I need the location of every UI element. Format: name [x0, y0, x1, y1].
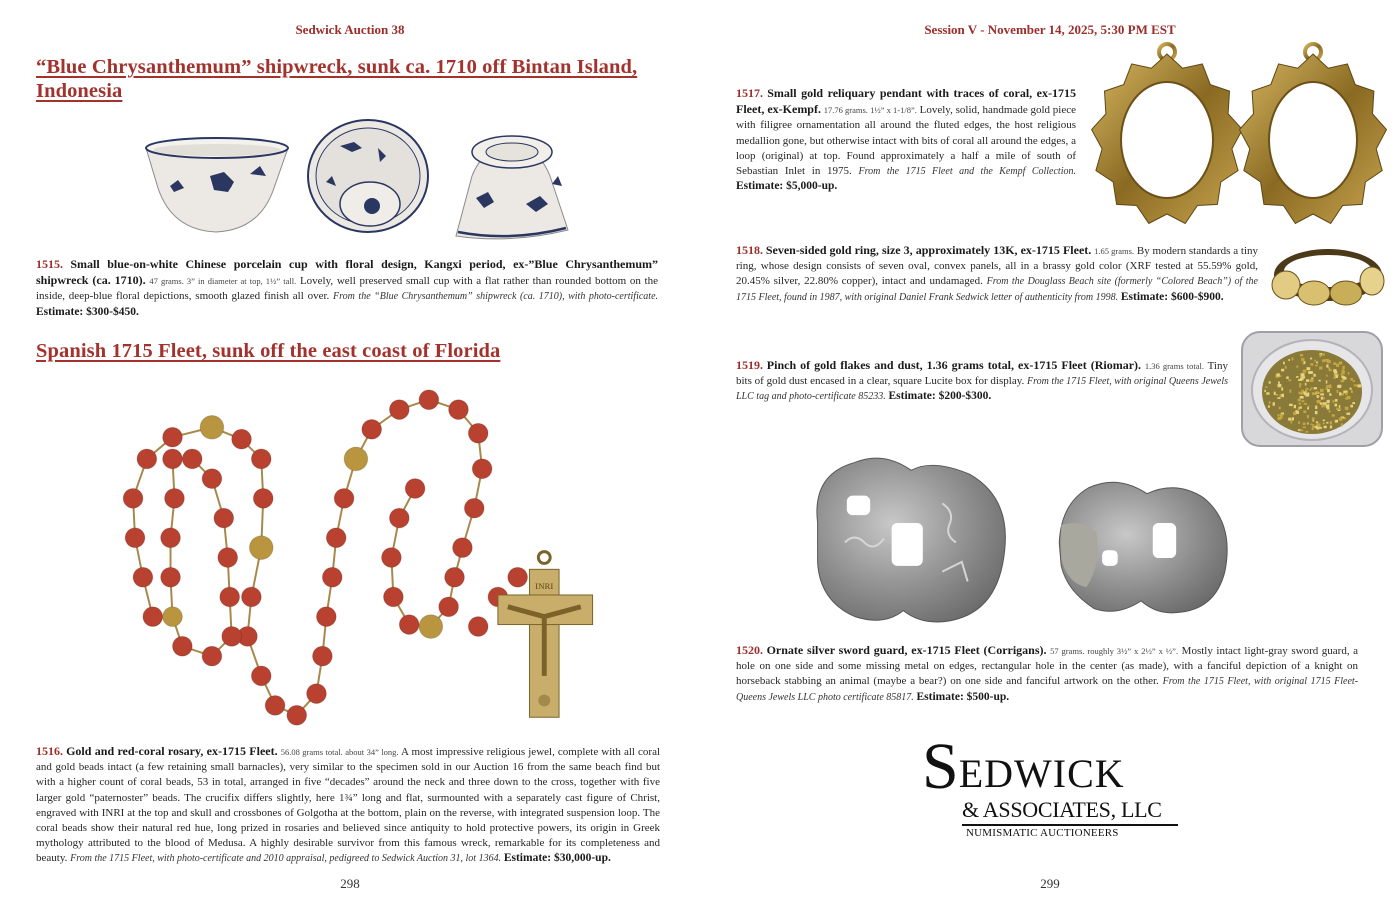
coral-bead [137, 449, 157, 469]
lot-measurements: 47 grams. 3” in diameter at top, 1½” tall. [149, 276, 297, 287]
running-head: Session V - November 14, 2025, 5:30 PM EST [924, 22, 1176, 37]
lot-description: Mostly intact light-gray sword guard, a hole on one side and some missing metal on edges, rectangular hole in the center (as made), with a fanciful depiction of a knight on horseback stabbing an animal (maybe a bear?) on one side and fanciful artwork on the other. [736, 645, 1359, 688]
coral-bead [123, 488, 143, 508]
coral-bead [251, 449, 271, 469]
lot-1515 [36, 257, 658, 320]
lot-1518 [736, 243, 1258, 305]
rosary-chain [133, 400, 482, 716]
lot-title: Pinch of gold flakes and dust, 1.36 grams total, ex-1715 Fleet (Riomar). [766, 358, 1142, 372]
coral-bead [202, 469, 222, 489]
rosary-image [60, 380, 640, 735]
lot-estimate: Estimate: $300-$450. [36, 305, 139, 318]
gold-bead [344, 447, 368, 471]
lot-provenance: From the 1715 Fleet, with original 1715 Fleet-Queens Jewels LLC photo certificate 85817. [736, 676, 1359, 703]
lot-number: 1518. [736, 243, 763, 257]
lot-number: 1519. [736, 358, 763, 372]
lot-estimate: Estimate: $600-$900. [1120, 290, 1224, 303]
lot-1517 [736, 86, 1076, 194]
coral-bead [165, 488, 185, 508]
lot-measurements: 1.36 grams total. [1144, 361, 1205, 371]
coral-bead [202, 646, 222, 666]
lot-description: A most impressive religious jewel, complete with all coral and gold beads intact (a few retaining small barnacles), very similar to the specimen sold in our Auction 16 from the same beach find but with a higher count of coral beads, 53 in total, arranged in five “decades” around the neck and three down to the cross, together with five larger gold “paternoster” beads. The crucifix differs slightly, here 1¾” long and flat, surmounted with a separately cast figure of Christ, engraved with INRI at the top and skull and crossbones of Golgotha at the bottom, plain on the reverse, with integrated suspension loop. The coral beads show their natural red hue, long prized in rosaries and believed since antiquity to hold protective powers, its origin in Greek mythology attributed to the blood of Medusa. A highly desirable survivor from this famous wreck, remarkable for its completeness and beauty. [36, 746, 661, 865]
lot-measurements: 17.76 grams. 1½” x 1-1/8”. [823, 105, 917, 116]
cup-side-view [146, 138, 288, 232]
coral-bead [382, 548, 402, 568]
coral-bead [265, 696, 285, 716]
logo-name: EDWICK [958, 751, 1125, 796]
lot-title: Gold and red-coral rosary, ex-1715 Fleet. [66, 744, 278, 758]
logo-initial: S [922, 730, 959, 803]
coral-bead [453, 538, 473, 558]
coral-bead [439, 597, 459, 617]
lot-provenance: From the 1715 Fleet, with original Queens Jewels LLC tag and photo-certificate 85233. [736, 376, 1229, 403]
logo-tagline: NUMISMATIC AUCTIONEERS [966, 827, 1119, 839]
coral-bead [253, 488, 273, 508]
coral-bead [163, 449, 183, 469]
gold-bead [249, 536, 273, 560]
lot-title: Small blue-on-white Chinese porcelain cup with floral design, Kangxi period, ex-”Blue Chrysanthemum” shipwreck (ca. 1710). [36, 257, 659, 288]
coral-bead [316, 607, 336, 627]
lot-number: 1517. [736, 86, 763, 100]
coral-bead [389, 400, 409, 420]
coral-bead [182, 449, 202, 469]
coral-bead [251, 666, 271, 686]
coral-bead [322, 567, 342, 587]
gold-dust-box-image [1238, 328, 1386, 450]
sedwick-logo [922, 730, 1184, 839]
gold-bead [419, 615, 443, 639]
crucifix-inscription: INRI [535, 581, 554, 592]
coral-bead [468, 423, 488, 443]
coral-bead [232, 429, 252, 449]
lot-number: 1515. [36, 257, 63, 271]
coral-bead [173, 636, 193, 656]
lot-description: Lovely, solid, handmade gold piece with filigree ornamentation all around the fluted edges, the host religious medallion gone, but otherwise intact with bits of coral all around the edges, a loop (original) at top. Found approximately a half a mile of south of Sebastian Inlet in 1975. [736, 104, 1077, 178]
coral-bead [125, 528, 145, 548]
coral-bead [133, 567, 153, 587]
lot-measurements: 1.65 grams. [1094, 246, 1135, 256]
logo-associates: & ASSOCIATES, LLC [962, 797, 1162, 822]
lot-estimate: Estimate: $30,000-up. [503, 852, 611, 865]
coral-bead [419, 390, 439, 410]
lot-1520 [736, 643, 1358, 705]
coral-bead [399, 615, 419, 635]
lot-provenance: From the “Blue Chrysanthemum” shipwreck (ca. 1710), with photo-certificate. [333, 291, 659, 303]
coral-bead [214, 508, 234, 528]
coral-bead [307, 684, 327, 704]
lot-title: Seven-sided gold ring, size 3, approximately 13K, ex-1715 Fleet. [765, 243, 1092, 257]
gold-ring-image [1268, 243, 1388, 308]
coral-bead [220, 587, 240, 607]
lot-estimate: Estimate: $200-$300. [888, 390, 992, 403]
lot-description: Lovely, well preserved small cup with a flat rather than rounded bottom on the inside, deep-blue floral depictions, smooth glazed finish all over. [36, 275, 658, 303]
lot-provenance: From the Douglass Beach site (formerly “Colored Beach”) of the 1715 Fleet, found in 1987, with original Daniel Frank Sedwick letter of authenticity from 1998. [736, 276, 1258, 303]
pendant-back [1240, 44, 1387, 224]
reliquary-pendant-image [1085, 40, 1395, 225]
lot-number: 1516. [36, 744, 63, 758]
coral-bead [163, 427, 183, 447]
lot-provenance: From the 1715 Fleet and the Kempf Collection. [858, 166, 1076, 178]
gold-bead [163, 607, 183, 627]
coral-bead [389, 508, 409, 528]
coral-bead [242, 587, 262, 607]
coral-bead [313, 646, 333, 666]
sword-guard-image [800, 445, 1260, 635]
lot-measurements: 56.08 grams total. about 34” long. [280, 747, 399, 757]
coral-bead [287, 705, 307, 725]
lot-description: Tiny bits of gold dust encased in a clear, square Lucite box for display. [736, 360, 1228, 388]
lot-1519 [736, 358, 1228, 405]
lot-1516 [36, 744, 660, 867]
lot-title: Ornate silver sword guard, ex-1715 Fleet (Corrigans). [766, 643, 1047, 657]
gold-bead [200, 416, 224, 440]
cup-bottom-view [456, 136, 568, 239]
pendant-front [1092, 44, 1243, 224]
logo-top-line [922, 730, 1125, 803]
lot-number: 1520. [736, 643, 763, 657]
coral-bead [464, 498, 484, 518]
porcelain-cups-image [140, 118, 580, 243]
coral-bead [405, 479, 425, 499]
coral-bead [362, 419, 382, 439]
coral-bead [326, 528, 346, 548]
section-title-blue-chrysanthemum: “Blue Chrysanthemum” shipwreck, sunk ca. 1710 off Bintan Island, Indonesia [36, 56, 638, 103]
lot-provenance: From the 1715 Fleet, with photo-certificate and 2010 appraisal, pedigreed to Sedwick Auction 31, lot 1364. [70, 853, 502, 865]
lot-measurements: 57 grams. roughly 3½” x 2½” x ½”. [1050, 646, 1179, 656]
page-number: 298 [340, 876, 360, 891]
coral-bead [161, 567, 181, 587]
running-head: Sedwick Auction 38 [295, 22, 405, 37]
coral-bead [472, 459, 492, 479]
coral-bead [143, 607, 163, 627]
coral-bead [334, 488, 354, 508]
lot-description: By modern standards a tiny ring, whose design consists of seven oval, convex panels, all in a brassy gold color (XRF tested at 55.59% gold, 20.45% silver, 22.80% copper), intact and undamaged. [736, 245, 1259, 288]
sword-guard-back [1059, 482, 1227, 613]
cup-top-view [308, 120, 428, 232]
lot-estimate: Estimate: $500-up. [916, 690, 1010, 703]
coral-bead [161, 528, 181, 548]
lot-title: Small gold reliquary pendant with traces of coral, ex-1715 Fleet, ex-Kempf. [736, 86, 1076, 117]
coral-bead [384, 587, 404, 607]
coral-bead [508, 567, 528, 587]
coral-bead [449, 400, 469, 420]
lot-estimate: Estimate: $5,000-up. [736, 180, 838, 193]
page-number: 299 [1040, 876, 1060, 891]
sword-guard-front [817, 458, 1006, 622]
coral-bead [222, 627, 242, 647]
coral-bead [445, 567, 465, 587]
section-title-1715-fleet: Spanish 1715 Fleet, sunk off the east coast of Florida [36, 340, 501, 362]
coral-bead [218, 548, 238, 568]
coral-bead [468, 617, 488, 637]
logo-rule [962, 824, 1178, 826]
